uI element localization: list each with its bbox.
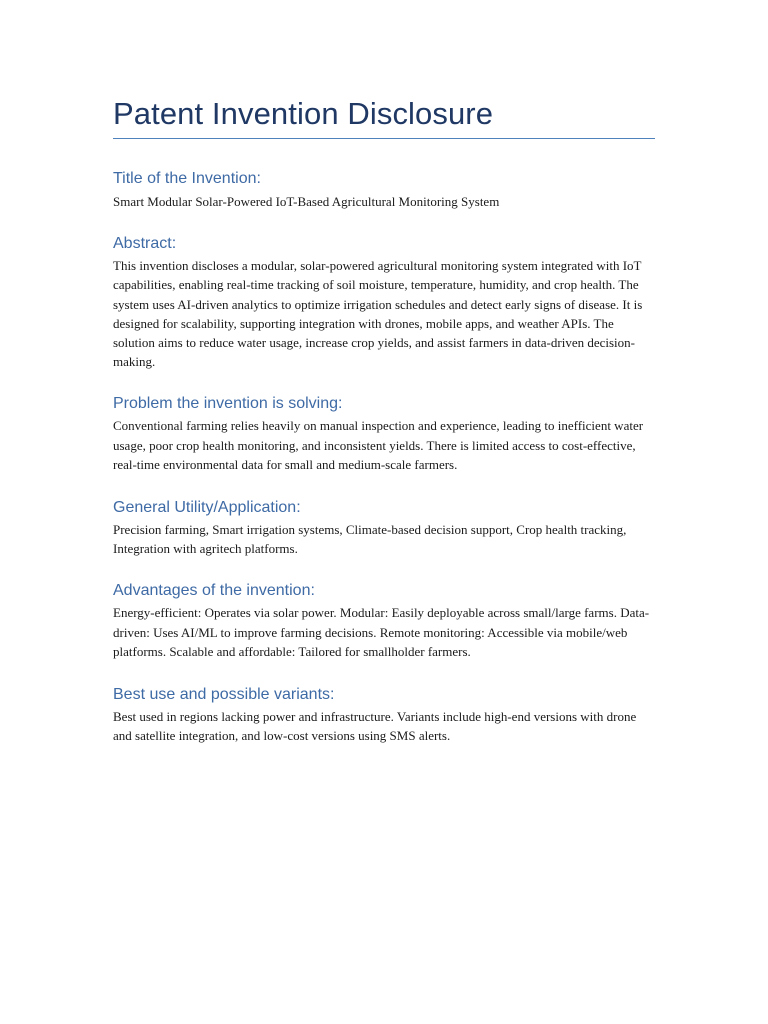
document-title: Patent Invention Disclosure [113,96,494,131]
section-body: Smart Modular Solar-Powered IoT-Based Agricultural Monitoring System [113,194,500,209]
section-heading: Best use and possible variants: [113,686,335,704]
section-heading: Title of the Invention: [113,170,261,187]
section-heading: General Utility/Application: [113,499,301,517]
section-abstract [113,233,655,371]
document-body [113,92,655,745]
section-general-utility [113,497,655,558]
section-heading: Advantages of the invention: [113,582,315,600]
section-advantages [113,580,655,661]
section-body: Precision farming, Smart irrigation systems, Climate-based decision support, Crop health tracking, Integration with agritech platforms. [113,522,627,557]
section-heading: Problem the invention is solving: [113,395,343,413]
section-body: Best used in regions lacking power and infrastructure. Variants include high-end versions with drone and satellite integration, and low-cost versions using SMS alerts. [113,709,637,744]
section-problem [113,393,655,474]
section-body: Energy-efficient: Operates via solar power. Modular: Easily deployable across small/large farms. Data-driven: Uses AI/ML to improve farming decisions. Remote monitoring: Accessible via mobile/web platforms. Scalable and affordable: Tailored for smallholder farmers. [113,605,650,659]
title-underline-divider [113,138,655,139]
section-best-use-variants [113,684,655,745]
section-heading: Abstract: [113,235,177,253]
section-body: Conventional farming relies heavily on manual inspection and experience, leading to inefficient water usage, poor crop health monitoring, and inconsistent yields. There is limited access to cost-effective, real-time environmental data for small and medium-scale farmers. [113,418,644,472]
section-body: This invention discloses a modular, solar-powered agricultural monitoring system integrated with IoT capabilities, enabling real-time tracking of soil moisture, temperature, humidity, and crop health. The system uses AI-driven analytics to optimize irrigation schedules and detect early signs of disease. It is designed for scalability, supporting integration with drones, mobile apps, and weather APIs. The solution aims to reduce water usage, increase crop yields, and assist farmers in data-driven decision-making. [113,258,643,370]
section-title-of-invention [113,168,655,211]
